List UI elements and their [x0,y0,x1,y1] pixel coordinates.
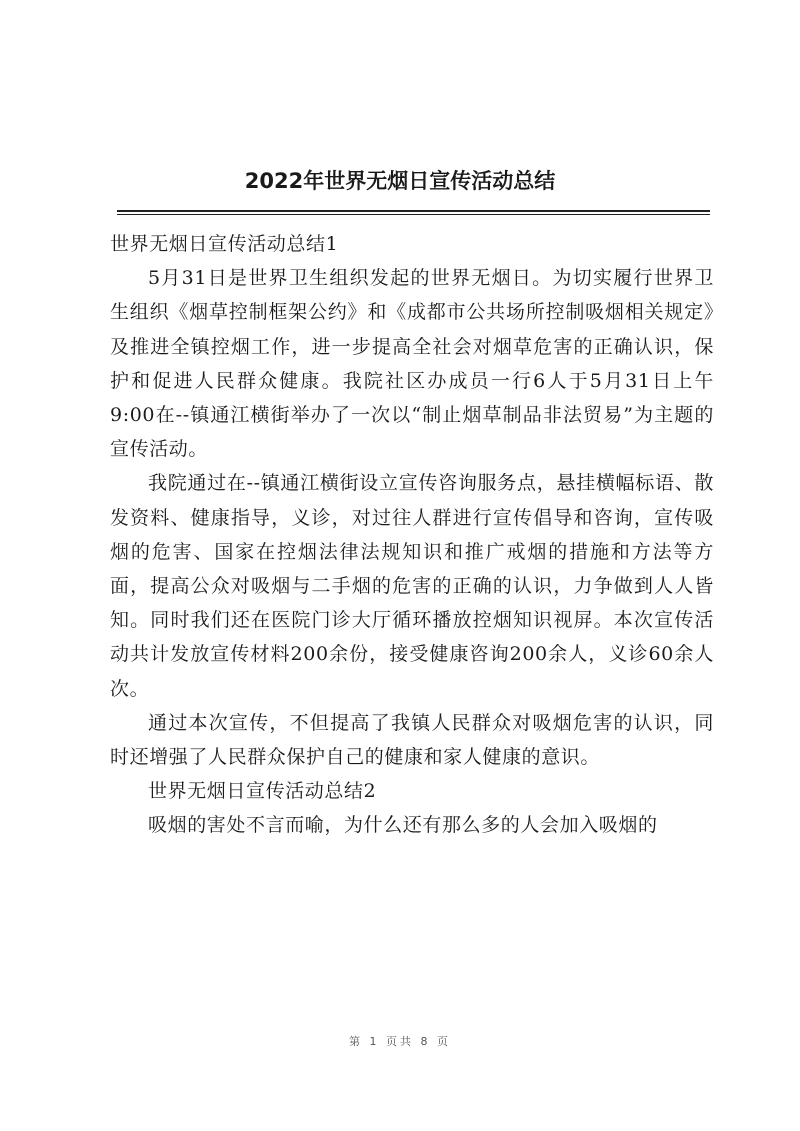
paragraph: 我院通过在--镇通江横街设立宣传咨询服务点，悬挂横幅标语、散发资料、健康指导，义诊，对过往人群进行宣传倡导和咨询，宣传吸烟的危害、国家在控烟法律法规知识和推广戒烟的措施和方法等方面，提高公众对吸烟与二手烟的危害的正确的认识，力争做到人人皆知。同时我们还在医院门诊大厅循环播放控烟知识视屏。本次宣传活动共计发放宣传材料200余份，接受健康咨询200余人，义诊60余人次。 [110,472,714,700]
document-title: 2022年世界无烟日宣传活动总结 [244,169,556,193]
paragraph: 5月31日是世界卫生组织发起的世界无烟日。为切实履行世界卫生组织《烟草控制框架公约》和《成都市公共场所控制吸烟相关规定》及推进全镇控烟工作，进一步提高全社会对烟草危害的正确认识，保护和促进人民群众健康。我院社区办成员一行6人于5月31日上午9:00在--镇通江横街举办了一次以“制止烟草制品非法贸易”为主题的宣传活动。 [110,267,714,461]
paragraph: 通过本次宣传，不但提高了我镇人民群众对吸烟危害的认识，同时还增强了人民群众保护自己的健康和家人健康的意识。 [110,711,714,769]
section-heading-2: 世界无烟日宣传活动总结2 [148,780,377,803]
paragraph: 吸烟的害处不言而喻，为什么还有那么多的人会加入吸烟的 [148,814,658,837]
title-divider [117,210,710,215]
section-heading-1: 世界无烟日宣传活动总结1 [110,233,339,255]
document-body [110,227,714,843]
page-number-footer: 第 1 页共 8 页 [349,1035,451,1048]
